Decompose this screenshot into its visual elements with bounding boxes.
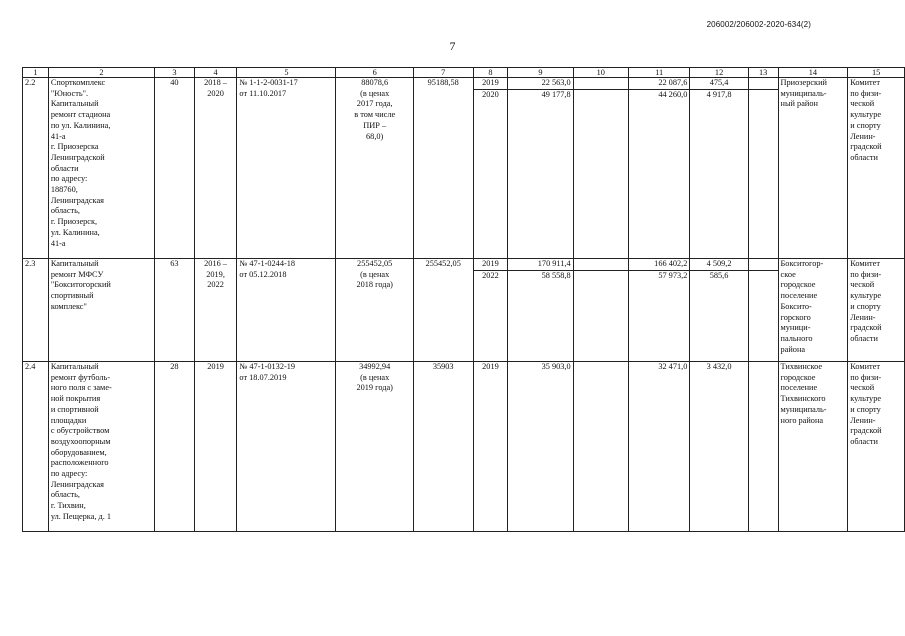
cost-cell: 35903 bbox=[413, 362, 473, 532]
regional-budget-cell: 32 471,0 bbox=[628, 362, 689, 532]
cost-cell: 255452,05 bbox=[413, 259, 473, 362]
regional-budget-cell bbox=[628, 259, 689, 362]
year-value: 2019 bbox=[482, 78, 499, 87]
header-cell: 8 bbox=[473, 68, 508, 78]
expertise-cell: № 1-1-2-0031-17 от 11.10.2017 bbox=[237, 78, 336, 259]
col10-cell bbox=[573, 362, 628, 532]
header-cell: 12 bbox=[690, 68, 748, 78]
recipient-cell: Приозерский муниципаль- ный район bbox=[778, 78, 848, 259]
year-cell bbox=[473, 259, 508, 362]
capacity-cell: 40 bbox=[155, 78, 195, 259]
row-number: 2.3 bbox=[23, 259, 49, 362]
col13-cell bbox=[748, 259, 778, 362]
regional-value: 57 973,2 bbox=[629, 270, 689, 282]
customer-cell: Комитет по физи- ческой культуре и спорту Ленин- градской области bbox=[848, 259, 905, 362]
header-cell: 3 bbox=[155, 68, 195, 78]
local-budget-cell bbox=[690, 78, 748, 259]
period-cell: 2016 – 2019, 2022 bbox=[194, 259, 237, 362]
document-id: 206002/206002-2020-634(2) bbox=[706, 20, 811, 29]
total-cell bbox=[508, 78, 573, 259]
period-cell: 2019 bbox=[194, 362, 237, 532]
object-name: Капитальный ремонт футболь- ного поля с заме- ной покрытия и спортивной площадки с обустройством воздухоопорным оборудованием, расположенного по адресу: Ленинградская область, г. Тихвин, ул. Пещерка, д. 1 bbox=[48, 362, 154, 532]
header-cell: 9 bbox=[508, 68, 573, 78]
object-name: Капитальный ремонт МФСУ "Бокситогорский спортивный комплекс" bbox=[48, 259, 154, 362]
row-number: 2.2 bbox=[23, 78, 49, 259]
local-value: 475,4 bbox=[709, 78, 729, 87]
total-cell: 35 903,0 bbox=[508, 362, 573, 532]
page-number: 7 bbox=[449, 39, 456, 53]
total-value: 22 563,0 bbox=[541, 78, 571, 87]
recipient-cell: Бокситогор- ское городское поселение Боксито- горского муници- пального района bbox=[778, 259, 848, 362]
header-cell: 14 bbox=[778, 68, 848, 78]
total-value: 58 558,8 bbox=[508, 270, 572, 282]
header-cell: 15 bbox=[848, 68, 905, 78]
row-number: 2.4 bbox=[23, 362, 49, 532]
total-cell bbox=[508, 259, 573, 362]
year-cell: 2019 bbox=[473, 362, 508, 532]
header-row bbox=[23, 68, 905, 78]
header-cell: 6 bbox=[336, 68, 413, 78]
total-value: 170 911,4 bbox=[537, 259, 571, 268]
total-value: 49 177,8 bbox=[508, 89, 572, 101]
local-value: 4 917,8 bbox=[690, 89, 747, 101]
program-table bbox=[22, 67, 905, 532]
regional-value: 44 260,0 bbox=[629, 89, 689, 101]
estimated-cost-cell: 255452,05 (в ценах 2018 года) bbox=[336, 259, 413, 362]
expertise-cell: № 47-1-0132-19 от 18.07.2019 bbox=[237, 362, 336, 532]
year-value: 2019 bbox=[482, 259, 499, 268]
year-value: 2020 bbox=[474, 89, 508, 101]
recipient-cell: Тихвинское городское поселение Тихвинского муниципаль- ного района bbox=[778, 362, 848, 532]
header-cell: 1 bbox=[23, 68, 49, 78]
year-cell bbox=[473, 78, 508, 259]
header-cell: 2 bbox=[48, 68, 154, 78]
col10-cell bbox=[573, 259, 628, 362]
header-cell: 7 bbox=[413, 68, 473, 78]
col10-cell bbox=[573, 78, 628, 259]
local-budget-cell: 3 432,0 bbox=[690, 362, 748, 532]
period-cell: 2018 – 2020 bbox=[194, 78, 237, 259]
col13-cell bbox=[748, 78, 778, 259]
local-value: 585,6 bbox=[690, 270, 747, 282]
cost-cell: 95188,58 bbox=[413, 78, 473, 259]
year-value: 2022 bbox=[474, 270, 508, 282]
expertise-cell: № 47-1-0244-18 от 05.12.2018 bbox=[237, 259, 336, 362]
table-row bbox=[23, 362, 905, 532]
col13-cell bbox=[748, 362, 778, 532]
capacity-cell: 28 bbox=[155, 362, 195, 532]
header-cell: 10 bbox=[573, 68, 628, 78]
table-row bbox=[23, 259, 905, 362]
capacity-cell: 63 bbox=[155, 259, 195, 362]
header-cell: 13 bbox=[748, 68, 778, 78]
header-cell: 11 bbox=[628, 68, 689, 78]
header-cell: 4 bbox=[194, 68, 237, 78]
table-row bbox=[23, 78, 905, 259]
estimated-cost-cell: 34992,94 (в ценах 2019 года) bbox=[336, 362, 413, 532]
customer-cell: Комитет по физи- ческой культуре и спорту Ленин- градской области bbox=[848, 78, 905, 259]
local-value: 4 509,2 bbox=[706, 259, 732, 268]
customer-cell: Комитет по физи- ческой культуре и спорту Ленин- градской области bbox=[848, 362, 905, 532]
object-name: Спорткомплекс "Юность". Капитальный ремонт стадиона по ул. Калинина, 41-а г. Приозерска Ленинградской области по адресу: 188760, Ленинградская область, г. Приозерск, ул. Калинина, 41-а bbox=[48, 78, 154, 259]
estimated-cost-cell: 88078,6 (в ценах 2017 года, в том числе ПИР – 68,0) bbox=[336, 78, 413, 259]
header-cell: 5 bbox=[237, 68, 336, 78]
local-budget-cell bbox=[690, 259, 748, 362]
regional-value: 22 087,6 bbox=[658, 78, 688, 87]
regional-value: 166 402,2 bbox=[654, 259, 688, 268]
regional-budget-cell bbox=[628, 78, 689, 259]
